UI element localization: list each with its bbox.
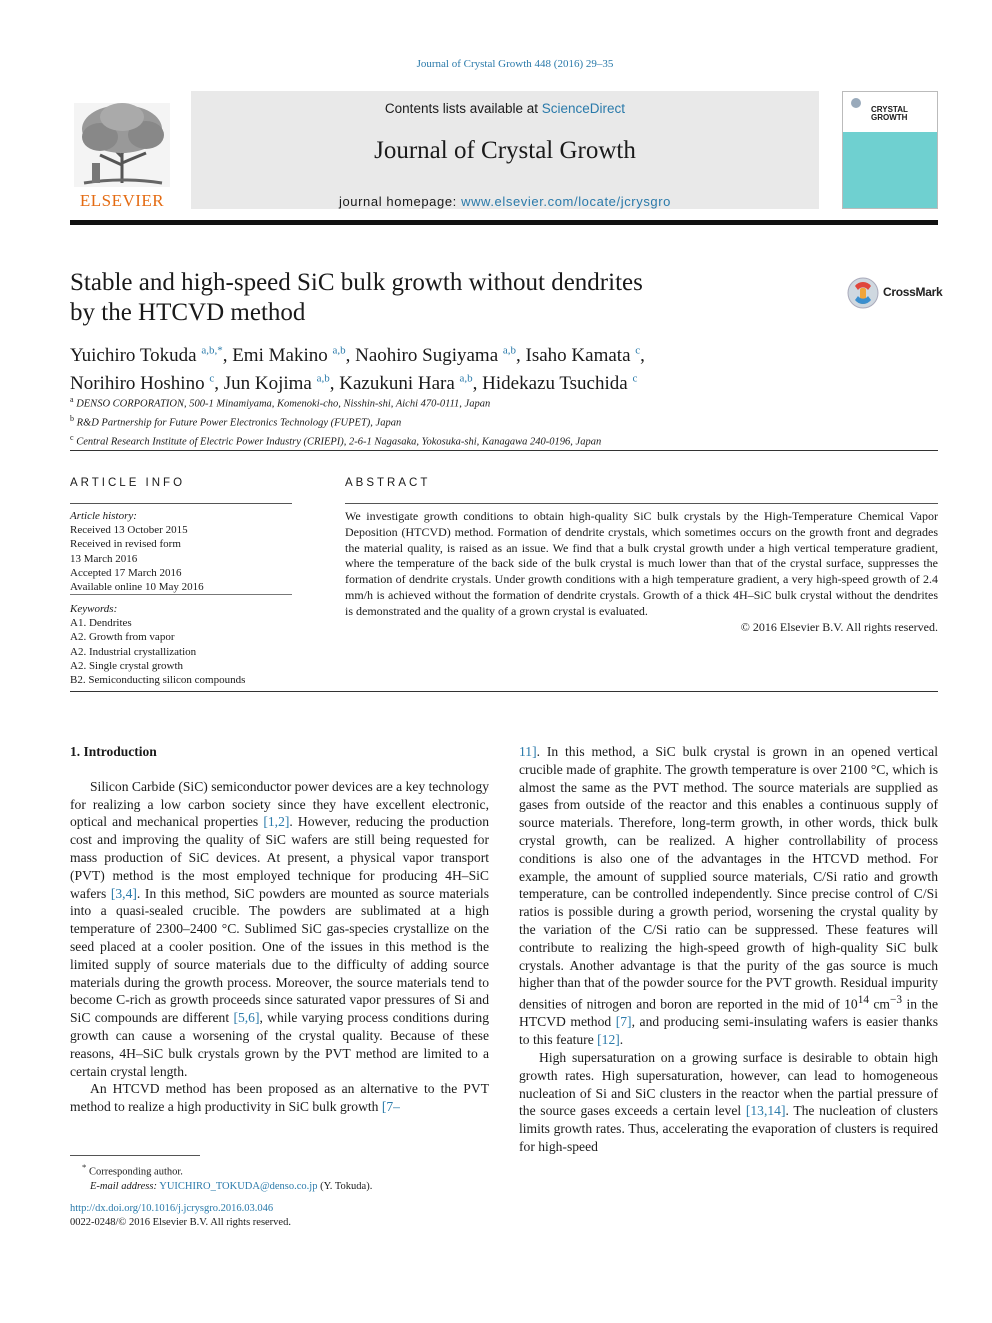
- footnote-rule: [70, 1155, 200, 1156]
- author-list: [70, 340, 770, 395]
- abstract-copyright: © 2016 Elsevier B.V. All rights reserved.: [740, 619, 938, 634]
- author[interactable]: Hidekazu Tsuchida $^c$: [482, 372, 638, 394]
- email-link[interactable]: YUICHIRO_TOKUDA@denso.co.jp: [159, 1181, 318, 1192]
- keyword-item: A2. Industrial crystallization: [70, 645, 197, 658]
- contents-line: [191, 101, 819, 116]
- keywords: [70, 602, 292, 687]
- homepage-link[interactable]: www.elsevier.com/locate/jcrysgro: [461, 194, 672, 209]
- history-item: 13 March 2016: [70, 552, 138, 565]
- history-list: [70, 523, 292, 594]
- crossmark-icon: [846, 276, 882, 310]
- citation-7-11-start[interactable]: [7–: [381, 1099, 400, 1115]
- intro-paragraph-2-cont: 11]. In this method, a SiC bulk crystal is grown in an opened vertical crucible made of graphite. The growth temperature is over 2100 °C, which is almost the same as the PVT method. The source materials are supplied as gases from outside of the reactor and this enables a continuous supply of source materials. Therefore, long-term growth, in other words, thick bulk crystal growth, can be realized. A higher controllability of process conditions is also one of the advantages in the HTCVD method. For example, the amount of supplied source materials, C/Si ratio and growth temperature, can be controlled independently. Since precise control of C/Si ratios is possible during a growth period, worsening the crystal quality by the variation of the C/Si ratio can be suppressed. These features will contribute to realizing the high-speed growth of high-quality SiC bulk crystals. Another advantage is that the purity of the gas source is much higher than that of the powder source for the PVT growth. Residual impurity densities of nitrogen and boron are reported in the mid of $10^{14}$ $cm^{-3}$ in the HTCVD method [7], and producing semi-insulating wafers is easier thanks to this feature [12].: [519, 744, 938, 1048]
- issn-line: 0022-0248/© 2016 Elsevier B.V. All rights reserved.: [70, 1217, 291, 1228]
- header-rule: [70, 220, 938, 225]
- author[interactable]: Emi Makino $^{a,b}$,: [232, 345, 356, 367]
- section-heading-introduction: 1. Introduction: [70, 744, 157, 759]
- journal-reference[interactable]: Journal of Crystal Growth 448 (2016) 29–35: [416, 58, 614, 70]
- journal-cover-thumbnail[interactable]: [842, 91, 938, 209]
- journal-banner: [191, 91, 819, 209]
- cover-title: CRYSTAL GROWTH: [871, 105, 908, 122]
- info-rule-top: [70, 503, 292, 504]
- contents-prefix: Contents lists available at: [384, 101, 539, 116]
- author[interactable]: Kazukuni Hara $^{a,b}$,: [339, 372, 483, 394]
- abstract-body: [345, 509, 938, 635]
- keyword-item: A2. Growth from vapor: [70, 631, 175, 644]
- article-info-heading: ARTICLE INFO: [70, 477, 186, 489]
- homepage-line: [191, 194, 819, 209]
- history-item: Available online 10 May 2016: [70, 581, 204, 594]
- author[interactable]: Yuichiro Tokuda $^{a,b,*}$,: [70, 345, 233, 367]
- citation-7-11-end[interactable]: 11]: [519, 744, 537, 759]
- email-note: E-mail address: YUICHIRO_TOKUDA@denso.co.jp (Y. Tokuda).: [90, 1181, 373, 1192]
- keywords-label: Keywords:: [70, 603, 118, 615]
- right-column: [519, 743, 938, 1156]
- sciencedirect-link[interactable]: ScienceDirect: [541, 101, 626, 116]
- history-item: Received in revised form: [70, 538, 181, 551]
- affiliation: $^a$ DENSO CORPORATION, 500-1 Minamiyama, Komenoki-cho, Nisshin-shi, Aichi 470-0111, Japan: [70, 395, 491, 410]
- elsevier-wordmark: ELSEVIER: [79, 191, 165, 210]
- author[interactable]: Naohiro Sugiyama $^{a,b}$,: [355, 345, 526, 367]
- citation-5-6[interactable]: [5,6]: [233, 1010, 260, 1026]
- intro-paragraph-2: An HTCVD method has been proposed as an alternative to the PVT method to realize a high productivity in SiC bulk growth [7–: [70, 1081, 489, 1115]
- keyword-item: A1. Dendrites: [70, 617, 132, 630]
- affiliations: [70, 393, 770, 450]
- citation-7[interactable]: [7]: [615, 1014, 632, 1030]
- abstract-heading: ABSTRACT: [345, 477, 431, 489]
- homepage-prefix: journal homepage:: [338, 194, 457, 209]
- history-item: Accepted 17 March 2016: [70, 566, 182, 579]
- crossmark-label: CrossMark: [883, 285, 943, 299]
- keyword-list: [70, 616, 292, 687]
- abstract-rule-bottom: [70, 691, 938, 692]
- author[interactable]: Isaho Kamata $^c$,: [525, 345, 645, 367]
- cover-color-band: [843, 132, 937, 208]
- info-rule-mid: [70, 594, 292, 595]
- history-item: Received 13 October 2015: [70, 524, 188, 537]
- footnotes: [70, 1160, 489, 1231]
- affiliation-rule: [70, 450, 938, 451]
- article-title: Stable and high-speed SiC bulk growth without dendrites by the HTCVD method: [70, 269, 643, 326]
- doi-link[interactable]: http://dx.doi.org/10.1016/j.jcrysgro.2016.03.046: [70, 1202, 274, 1214]
- intro-paragraph-3: High supersaturation on a growing surface is desirable to obtain high growth rates. High supersaturation, however, can lead to homogeneous nucleation of Si and SiC clusters in the reactor when the partial pressure of the source gases exceeds a certain level [13,14]. The nucleation of clusters limits growth rates. Thus, accelerating the evaporation of clusters is required for high-speed: [519, 1050, 938, 1155]
- cover-emblem-icon: [849, 96, 863, 110]
- crossmark-button[interactable]: [846, 276, 943, 310]
- corresponding-author-note: * Corresponding author.: [82, 1162, 183, 1178]
- author[interactable]: Norihiro Hoshino $^c$,: [70, 372, 224, 394]
- author[interactable]: Jun Kojima $^{a,b}$,: [223, 372, 340, 394]
- intro-paragraph-1: Silicon Carbide (SiC) semiconductor power devices are a key technology for realizing a low carbon society since they have excellent electronic, optical and mechanical properties [1,2]. However, reducing the production cost and improving the quality of SiC wafers are still being requested for mass production of SiC devices. At present, a physical vapor transport (PVT) method is the most employed technique for producing 4H–SiC wafers [3,4]. In this method, SiC powders are mounted as source materials into a quasi-sealed crucible. The powders are sublimated at a high temperature of 2300–2400 °C. Sublimed SiC gas-species crystallize on the seed placed at a cooler position. One of the issues in this method is the limited supply of source materials due to the difficulty of adding source materials during the growth process. Moreover, the source materials tend to become C-rich as growth proceeds since saturated vapor pressures of Si and SiC compounds are different [5,6], while varying process conditions during growth can cause a worsening of the crystal quality. Because of these reasons, 4H–SiC bulk crystals grown by the PVT method are limited to a certain crystal length.: [70, 778, 490, 1079]
- abstract-text: We investigate growth conditions to obtain high-quality SiC bulk crystals by the High-Temperature Chemical Vapor Deposition (HTCVD) method. Formation of dendrite crystals, which sometimes occurs on the growth front and degrades the material quality, is raised as an issue. We find that a bulk crystal growth under a high vertical temperature gradient, where the temperature of the back side of the bulk crystal is much lower than that of the crystal surface, suppresses the formation of dendrite crystals. Under growth conditions with a high temperature gradient, a very high-speed growth of 2.4 mm/h is achieved without the formation of dendrite crystals. Growth of a thick 4H–SiC bulk crystal without the dendrites is demonstrated and the quality of a grown crystal is evaluated.: [345, 509, 938, 618]
- citation-3-4[interactable]: [3,4]: [110, 885, 137, 901]
- citation-12[interactable]: [12]: [597, 1032, 620, 1048]
- journal-title: Journal of Crystal Growth: [374, 137, 636, 164]
- keyword-item: A2. Single crystal growth: [70, 659, 184, 672]
- affiliation: $^b$ R&D Partnership for Future Power Electronics Technology (FUPET), Japan: [70, 414, 402, 429]
- journal-header: [70, 91, 938, 213]
- affiliation: $^c$ Central Research Institute of Electric Power Industry (CRIEPI), 2-6-1 Nagasaka, Yokosuka-shi, Kanagawa 240-0196, Japan: [70, 433, 602, 448]
- history-label: Article history:: [70, 510, 137, 522]
- article-history: [70, 509, 292, 594]
- citation-13-14[interactable]: [13,14]: [745, 1103, 786, 1119]
- left-column: [70, 743, 489, 1116]
- keyword-item: B2. Semiconducting silicon compounds: [70, 674, 246, 687]
- abstract-rule-top: [345, 503, 938, 504]
- citation-1-2[interactable]: [1,2]: [263, 814, 290, 830]
